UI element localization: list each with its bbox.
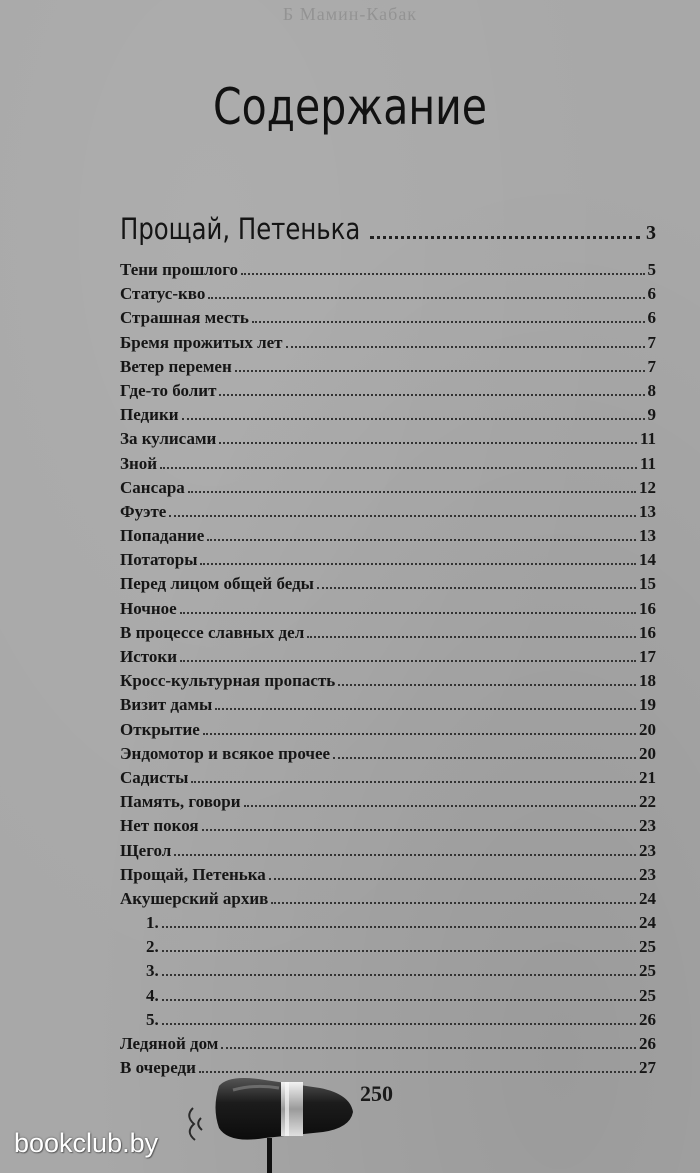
running-head: Б Мамин-Кабак: [282, 4, 418, 24]
dot-leader: [191, 781, 636, 783]
toc-entry: [120, 671, 656, 695]
toc-entry-title: Акушерский архив: [120, 888, 269, 908]
toc-entry: [120, 695, 656, 719]
toc-entry-title: За кулисами: [120, 429, 217, 449]
toc-entry: [120, 381, 656, 405]
dot-leader: [219, 394, 644, 396]
dot-leader: [252, 321, 645, 323]
toc-entry: [120, 889, 656, 913]
toc-entry-title: Статус-кво: [120, 284, 206, 304]
toc-entry-title: Кросс-культурная пропасть: [120, 671, 336, 691]
toc-entry: [120, 574, 656, 598]
toc-entry-title: Перед лицом общей беды: [120, 574, 314, 594]
toc-entry-title: В очереди: [120, 1058, 196, 1078]
toc-entry-page-number: 13: [639, 526, 656, 546]
microphone-logo-icon: [185, 1068, 360, 1173]
toc-entry-page-number: 5: [647, 260, 656, 279]
dot-leader: [180, 660, 636, 662]
dot-leader: [162, 974, 636, 976]
toc-entry-page-number: 17: [639, 647, 656, 666]
toc-entry-page-number: 16: [639, 598, 656, 618]
dot-leader: [182, 418, 645, 420]
dot-leader: [162, 999, 636, 1001]
toc-entry-page-number: 26: [639, 1034, 656, 1053]
toc-entry-title: Прощай, Петенька: [120, 864, 266, 884]
toc-entry: [120, 357, 656, 381]
toc-entry-page-number: 23: [639, 864, 656, 884]
toc-entry: [120, 502, 656, 526]
dot-leader: [317, 587, 636, 589]
toc-entry-page-number: 23: [639, 816, 656, 836]
toc-section-entry: [120, 212, 656, 256]
toc-entry: [120, 260, 656, 284]
toc-entry-page-number: 23: [639, 840, 656, 860]
toc-entry-title: Зной: [120, 453, 158, 473]
toc-entry: [120, 478, 656, 502]
toc-list: [120, 260, 656, 1082]
toc-entry: [120, 599, 656, 623]
dot-leader: [269, 878, 636, 880]
toc-entry-title: Визит дамы: [120, 695, 213, 715]
toc-entry-page-number: 13: [639, 501, 656, 521]
toc-entry-title: Ночное: [120, 598, 177, 618]
toc-entry-title: Ледяной дом: [120, 1034, 219, 1053]
toc-entry-page-number: 27: [639, 1058, 656, 1078]
toc-entry: [120, 454, 656, 478]
dot-leader: [221, 1047, 636, 1049]
toc-entry-page-number: 26: [639, 1009, 656, 1029]
toc-entry: [120, 720, 656, 744]
toc-entry-page-number: 22: [639, 792, 656, 812]
toc-entry-page-number: 19: [639, 695, 656, 715]
toc-entry: [120, 526, 656, 550]
toc-entry-title: Педики: [120, 405, 179, 425]
toc-entry: [120, 865, 656, 889]
dot-leader: [338, 684, 636, 686]
toc-entry-page-number: 25: [639, 937, 656, 957]
toc-entry-title: Где-то болит: [120, 380, 217, 400]
toc-entry-page-number: 15: [639, 574, 656, 594]
toc-entry-page-number: 25: [639, 961, 656, 981]
page-title: Содержание: [212, 78, 488, 136]
dot-leader: [215, 708, 636, 710]
toc-entry-title: 2.: [146, 937, 159, 957]
toc-subentry: [120, 937, 656, 961]
toc-entry: [120, 1034, 656, 1058]
toc-entry-page-number: 14: [639, 550, 656, 570]
toc-entry-page-number: 12: [639, 477, 656, 497]
dot-leader: [370, 236, 640, 239]
toc-entry-page-number: 6: [647, 308, 656, 328]
toc-entry-page-number: 7: [647, 332, 656, 352]
toc-entry-title: 1.: [146, 913, 159, 933]
dot-leader: [241, 273, 644, 275]
toc-entry-title: Эндомотор и всякое прочее: [120, 743, 331, 763]
toc-entry-page-number: 9: [647, 405, 656, 425]
toc-entry-title: 5.: [146, 1009, 159, 1029]
toc-entry-page-number: 24: [639, 888, 656, 908]
dot-leader: [160, 467, 637, 469]
toc-entry-title: Щегол: [120, 840, 172, 860]
toc-entry-page-number: 20: [639, 719, 656, 739]
dot-leader: [188, 491, 636, 493]
toc-entry-page-number: 24: [639, 913, 656, 933]
dot-leader: [333, 757, 636, 759]
dot-leader: [203, 733, 636, 735]
dot-leader: [162, 1023, 636, 1025]
toc-entry: [120, 623, 656, 647]
section-page-number: 3: [646, 222, 656, 244]
page-number: 250: [360, 1081, 393, 1106]
toc-entry-page-number: 25: [639, 985, 656, 1005]
toc-subentry: [120, 986, 656, 1010]
toc-entry: [120, 647, 656, 671]
toc-entry-page-number: 21: [639, 767, 656, 787]
toc-entry-page-number: 16: [639, 622, 656, 642]
toc-entry: [120, 405, 656, 429]
toc-subentry: [120, 913, 656, 937]
toc-entry-title: Истоки: [120, 647, 177, 666]
toc-entry-title: Открытие: [120, 719, 200, 739]
toc-entry-title: Страшная месть: [120, 308, 249, 328]
toc-entry: [120, 841, 656, 865]
toc-entry-title: Сансара: [120, 477, 185, 497]
dot-leader: [286, 346, 645, 348]
section-title: Прощай, Петенька: [120, 212, 361, 246]
dot-leader: [174, 854, 636, 856]
toc-entry-title: Ветер перемен: [120, 356, 232, 376]
toc-entry: [120, 429, 656, 453]
dot-leader: [169, 515, 636, 517]
dot-leader: [180, 612, 636, 614]
dot-leader: [162, 950, 636, 952]
toc-subentry: [120, 961, 656, 985]
toc-entry-title: Бремя прожитых лет: [120, 332, 283, 352]
toc-entry-title: Садисты: [120, 767, 189, 787]
toc-entry: [120, 284, 656, 308]
toc-entry-page-number: 7: [647, 356, 656, 376]
dot-leader: [235, 370, 645, 372]
dot-leader: [271, 902, 636, 904]
toc-subentry: [120, 1010, 656, 1034]
toc-entry: [120, 333, 656, 357]
dot-leader: [200, 563, 636, 565]
toc-entry-title: Фуэте: [120, 501, 167, 521]
dot-leader: [219, 442, 637, 444]
dot-leader: [208, 297, 644, 299]
toc-entry-title: Память, говори: [120, 792, 241, 812]
toc-entry-page-number: 20: [639, 743, 656, 763]
toc-entry-page-number: 18: [639, 671, 656, 691]
toc-entry-title: Попадание: [120, 526, 205, 546]
toc-entry-page-number: 11: [639, 453, 656, 473]
toc-entry-page-number: 6: [647, 284, 656, 304]
toc-entry-title: Тени прошлого: [120, 260, 239, 279]
toc-entry: [120, 792, 656, 816]
toc-entry-title: Нет покоя: [120, 816, 199, 836]
dot-leader: [202, 829, 636, 831]
toc-entry-title: 3.: [146, 961, 159, 981]
dot-leader: [207, 539, 636, 541]
toc-entry: [120, 744, 656, 768]
toc-entry: [120, 768, 656, 792]
toc-entry-title: Потаторы: [120, 550, 198, 570]
toc-entry-title: 4.: [146, 985, 159, 1005]
toc-entry: [120, 550, 656, 574]
toc-entry: [120, 308, 656, 332]
watermark-text: bookclub.by: [14, 1128, 159, 1158]
dot-leader: [307, 636, 636, 638]
dot-leader: [244, 805, 636, 807]
toc-entry: [120, 816, 656, 840]
toc-entry-page-number: 8: [647, 380, 656, 400]
toc-entry-title: В процессе славных дел: [120, 622, 305, 642]
dot-leader: [162, 926, 636, 928]
toc-entry-page-number: 11: [639, 429, 656, 449]
